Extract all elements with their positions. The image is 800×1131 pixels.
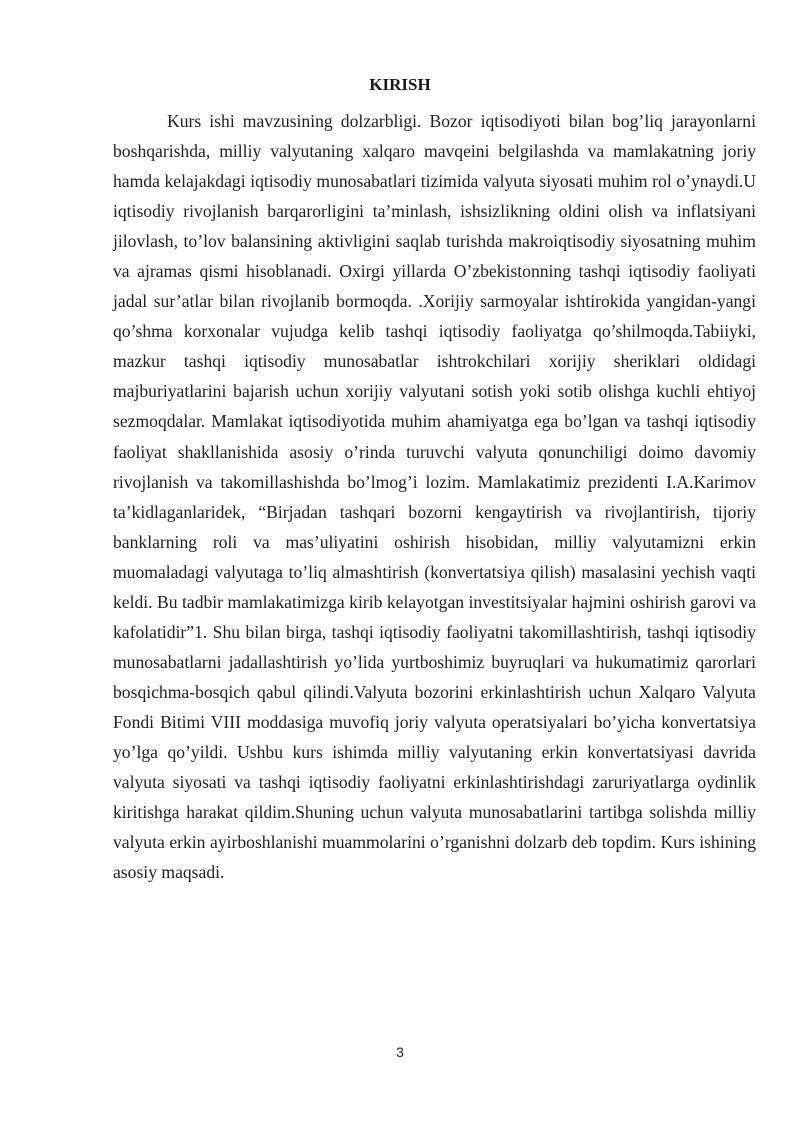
page-number: 3 xyxy=(396,1044,404,1060)
body-paragraph: Kurs ishi mavzusining dolzarbligi. Bozor iqtisodiyoti bilan bog’liq jarayonlarni boshqarishda, milliy valyutaning xalqaro mavqeini belgilashda va mamlakatning joriy hamda kelajakdagi iqtisodiy munosabatlari tizimida valyuta siyosati muhim rol o’ynaydi.U iqtisodiy rivojlanish barqarorligini ta’minlash, ishsizlikning oldini olish va inflatsiyani jilovlash, to’lov balansining aktivligini saqlab turishda makroiqtisodiy siyosatning muhim va ajramas qismi hisoblanadi. Oxirgi yillarda O’zbekistonning tashqi iqtisodiy faoliyati jadal sur’atlar bilan rivojlanib bormoqda. .Xorijiy sarmoyalar ishtirokida yangidan-yangi qo’shma korxonalar vujudga kelib tashqi iqtisodiy faoliyatga qo’shilmoqda.Tabiiyki, mazkur tashqi iqtisodiy munosabatlar ishtrokchilari xorijiy sheriklari oldidagi majburiyatlarini bajarish uchun xorijiy valyutani sotish yoki sotib olishga kuchli ehtiyoj sezmoqdalar. Mamlakat iqtisodiyotida muhim ahamiyatga ega bo’lgan va tashqi iqtisodiy faoliyat shakllanishida asosiy o’rinda turuvchi valyuta qonunchiligi doimo davomiy rivojlanish va takomillashishda bo’lmog’i lozim. Mamlakatimiz prezidenti I.A.Karimov ta’kidlaganlaridek, “Birjadan tashqari bozorni kengaytirish va rivojlantirish, tijoriy banklarning roli va mas’uliyatini oshirish hisobidan, milliy valyutamizni erkin muomaladagi valyutaga to’liq almashtirish (konvertatsiya qilish) masalasini yechish vaqti keldi. Bu tadbir mamlakatimizga kirib kelayotgan investitsiyalar hajmini oshirish garovi va kafolatidir”1. Shu bilan birga, tashqi iqtisodiy faoliyatni takomillashtirish, tashqi iqtisodiy munosabatlarni jadallashtirish yo’lida yurtboshimiz buyruqlari va hukumatimiz qarorlari bosqichma-bosqich qabul qilindi.Valyuta bozorini erkinlashtirish uchun Xalqaro Valyuta Fondi Bitimi VIII moddasiga muvofiq joriy valyuta operatsiyalari bo’yicha konvertatsiya yo’lga qo’yildi. Ushbu kurs ishimda milliy valyutaning erkin konvertatsiyasi davrida valyuta siyosati va tashqi iqtisodiy faoliyatni erkinlashtirishdagi zaruriyatlarga oydinlik kiritishga harakat qildim.Shuning uchun valyuta munosabatlarini tartibga solishda milliy valyuta erkin ayirboshlanishi muammolarini o’rganishni dolzarb deb topdim. Kurs ishining asosiy maqsadi. xyxy=(113,111,756,883)
section-heading: KIRISH xyxy=(369,75,431,94)
